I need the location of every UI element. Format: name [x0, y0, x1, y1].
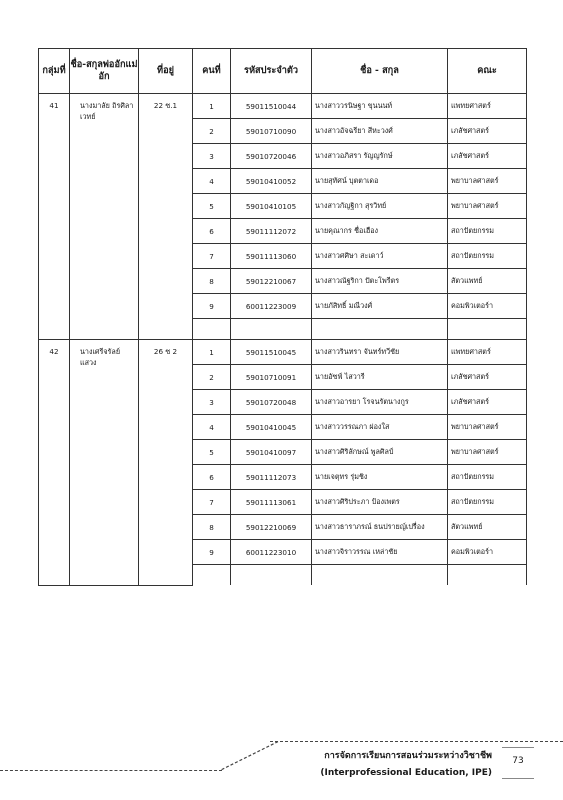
student-id-cell: 59011112072	[231, 219, 312, 244]
member-number-cell: 2	[193, 365, 231, 390]
faculty-cell: พยาบาลศาสตร์	[448, 415, 527, 440]
faculty-cell: คอมพิวเตอร์า	[448, 540, 527, 565]
header-group-no: กลุ่มที่	[39, 49, 70, 94]
student-id-cell: 60011223010	[231, 540, 312, 565]
table-row	[39, 340, 527, 365]
faculty-cell: คอมพิวเตอร์า	[448, 294, 527, 319]
student-id-cell: 59010720046	[231, 144, 312, 169]
member-number-cell: 3	[193, 144, 231, 169]
student-name-cell: นางสาวธาราภรณ์ ธนปรายญ์เปรื่อง	[312, 515, 448, 540]
table-row	[39, 94, 527, 119]
member-number-cell: 7	[193, 490, 231, 515]
member-number-cell: 7	[193, 244, 231, 269]
member-number-cell: 1	[193, 340, 231, 365]
student-name-cell: นางสาวศิริลักษณ์ พูลศิลป์	[312, 440, 448, 465]
faculty-cell: สัตวแพทย์	[448, 269, 527, 294]
student-id-cell: 59010710091	[231, 365, 312, 390]
faculty-cell: สัตวแพทย์	[448, 515, 527, 540]
student-id-cell: 59011112073	[231, 465, 312, 490]
student-name-cell: นางสาวจิราวรรณ เหล่าชัย	[312, 540, 448, 565]
student-group-table-container	[38, 48, 526, 586]
student-name-cell: นางสาวรินทรา จันทร์ทวีชัย	[312, 340, 448, 365]
student-id-cell: 59012210067	[231, 269, 312, 294]
student-id-cell: 59011510044	[231, 94, 312, 119]
student-name-cell: นางสาวกัญฐิกา สุรวิทย์	[312, 194, 448, 219]
page-number: 73	[512, 756, 524, 766]
faculty-cell: สถาปัตยกรรม	[448, 244, 527, 269]
member-number-cell: 6	[193, 219, 231, 244]
address-cell: 26 ซ 2	[139, 340, 193, 586]
student-name-cell: นายภัสิทธิ์ มณีวงศ์	[312, 294, 448, 319]
faculty-cell: เภสัชศาสตร์	[448, 365, 527, 390]
member-number-cell: 9	[193, 540, 231, 565]
member-number-cell: 8	[193, 269, 231, 294]
member-number-cell: 9	[193, 294, 231, 319]
member-number-cell: 4	[193, 169, 231, 194]
spacer-cell	[193, 319, 231, 340]
student-name-cell: นางสาวศศิษา สะเดาว์	[312, 244, 448, 269]
spacer-cell	[231, 319, 312, 340]
student-name-cell: นายคุณากร ชื่อเฮือง	[312, 219, 448, 244]
student-id-cell: 59010410105	[231, 194, 312, 219]
student-name-cell: นางสาวอัจฉรียา สีหะวงศ์	[312, 119, 448, 144]
header-advisor: ชื่อ-สกุลพ่ออักแม่อัก	[70, 49, 139, 94]
student-id-cell: 59010410052	[231, 169, 312, 194]
student-name-cell: นางสาวอภิสรา รัญญรักษ์	[312, 144, 448, 169]
spacer-cell	[312, 565, 448, 586]
faculty-cell: เภสัชศาสตร์	[448, 119, 527, 144]
group-number-cell: 41	[39, 94, 70, 340]
student-name-cell: นางสาวศิริประภา ป้องเพตร	[312, 490, 448, 515]
faculty-cell: พยาบาลศาสตร์	[448, 169, 527, 194]
spacer-cell	[193, 565, 231, 586]
student-id-cell: 59010720048	[231, 390, 312, 415]
faculty-cell: สถาปัตยกรรม	[448, 219, 527, 244]
student-name-cell: นางสาวอารยา โรจนรัตนางกูร	[312, 390, 448, 415]
address-cell: 22 ซ.1	[139, 94, 193, 340]
faculty-cell: แพทยศาสตร์	[448, 94, 527, 119]
member-number-cell: 3	[193, 390, 231, 415]
table-header-row	[39, 49, 527, 94]
header-full-name: ชื่อ - สกุล	[312, 49, 448, 94]
member-number-cell: 5	[193, 440, 231, 465]
member-number-cell: 4	[193, 415, 231, 440]
faculty-cell: พยาบาลศาสตร์	[448, 194, 527, 219]
student-name-cell: นางสาววรรณภา ผ่องใส	[312, 415, 448, 440]
advisor-cell: นางมาลัย ถิรศิลาเวทย์	[70, 94, 139, 340]
faculty-cell: เภสัชศาสตร์	[448, 390, 527, 415]
member-number-cell: 1	[193, 94, 231, 119]
header-faculty: คณะ	[448, 49, 527, 94]
member-number-cell: 8	[193, 515, 231, 540]
student-id-cell: 59010710090	[231, 119, 312, 144]
advisor-cell: นางเศรีจรัลย์ แสวง	[70, 340, 139, 586]
student-id-cell: 60011223009	[231, 294, 312, 319]
footer-dashed-line-top	[270, 741, 563, 742]
student-name-cell: นายเจตุทร รุ่มชิง	[312, 465, 448, 490]
member-number-cell: 2	[193, 119, 231, 144]
student-name-cell: นายสุทัศน์ บุตตาเดอ	[312, 169, 448, 194]
student-id-cell: 59010410097	[231, 440, 312, 465]
student-id-cell: 59010410045	[231, 415, 312, 440]
student-id-cell: 59011113061	[231, 490, 312, 515]
student-id-cell: 59011510045	[231, 340, 312, 365]
header-student-id: รหัสประจำตัว	[231, 49, 312, 94]
table-body	[39, 94, 527, 586]
spacer-cell	[448, 319, 527, 340]
member-number-cell: 6	[193, 465, 231, 490]
faculty-cell: สถาปัตยกรรม	[448, 490, 527, 515]
group-number-cell: 42	[39, 340, 70, 586]
student-group-table	[38, 48, 527, 586]
student-name-cell: นางสาววรนิษฐา ขุนนนท์	[312, 94, 448, 119]
spacer-cell	[312, 319, 448, 340]
header-member-no: คนที่	[193, 49, 231, 94]
footer-subtitle: (Interprofessional Education, IPE)	[320, 768, 492, 778]
faculty-cell: เภสัชศาสตร์	[448, 144, 527, 169]
footer-dashed-line-bottom	[0, 770, 222, 771]
footer-dashed-line-slope	[218, 741, 280, 771]
spacer-cell	[448, 565, 527, 586]
student-id-cell: 59011113060	[231, 244, 312, 269]
header-address: ที่อยู่	[139, 49, 193, 94]
faculty-cell: พยาบาลศาสตร์	[448, 440, 527, 465]
spacer-cell	[231, 565, 312, 586]
faculty-cell: สถาปัตยกรรม	[448, 465, 527, 490]
student-id-cell: 59012210069	[231, 515, 312, 540]
footer-title: การจัดการเรียนการสอนร่วมระหว่างวิชาชีพ	[324, 751, 492, 761]
student-name-cell: นายอัซฟ์ ไสวารี	[312, 365, 448, 390]
student-name-cell: นางสาวณัฐริกา ปัตะโพรีตร	[312, 269, 448, 294]
member-number-cell: 5	[193, 194, 231, 219]
faculty-cell: แพทยศาสตร์	[448, 340, 527, 365]
